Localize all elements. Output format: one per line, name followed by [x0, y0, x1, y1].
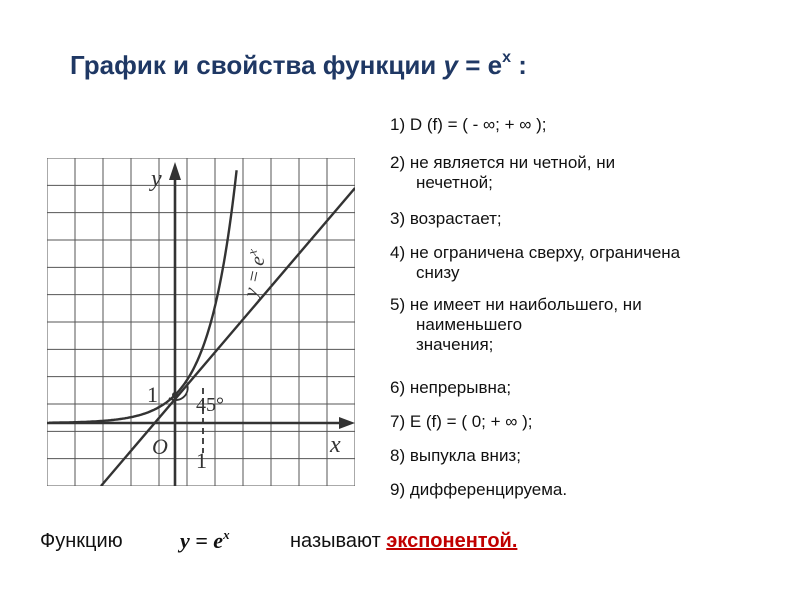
footer-lead: Функцию	[40, 530, 123, 552]
property-line-continued: значения;	[416, 335, 494, 354]
title-prefix: График и свойства функции	[70, 50, 444, 80]
property-line: 8) выпукла вниз;	[390, 446, 521, 465]
title-eq: = e	[457, 50, 503, 80]
property-line: 7) E (f) = ( 0; + ∞ );	[390, 412, 533, 431]
property-item	[390, 153, 615, 193]
title-suffix: :	[510, 50, 527, 80]
property-line: 4) не ограничена сверху, ограничена	[390, 243, 681, 262]
property-item	[390, 480, 567, 500]
point-0-1	[172, 392, 178, 398]
exponent-graph	[47, 158, 355, 486]
exponent-curve	[49, 170, 237, 422]
footer-middle: называют	[290, 530, 381, 552]
property-item	[390, 243, 680, 283]
property-line-continued: снизу	[416, 263, 460, 282]
property-item	[390, 412, 532, 432]
slide-title	[70, 50, 527, 81]
property-line-continued: наименьшего	[416, 315, 523, 334]
axis-x-label: x	[330, 432, 341, 458]
title-exp: x	[502, 49, 511, 66]
property-item	[390, 446, 521, 466]
property-line: 5) не имеет ни наибольшего, ни	[390, 295, 642, 314]
property-line: 9) дифференцируема.	[390, 480, 568, 499]
property-item	[390, 209, 502, 229]
property-line-continued: нечетной;	[416, 173, 493, 192]
y-axis-arrow	[169, 162, 181, 180]
property-line: 3) возрастает;	[390, 209, 502, 228]
axis-y-label: y	[151, 166, 162, 192]
angle-label: 45°	[196, 394, 224, 416]
property-line: 6) непрерывна;	[390, 378, 512, 397]
tick-y-label: 1	[147, 382, 158, 407]
property-line: 1) D (f) = ( - ∞; + ∞ );	[390, 115, 547, 134]
curve-label: $y = e^x$	[239, 247, 270, 300]
title-var-y: y	[443, 50, 458, 80]
grid	[47, 158, 355, 486]
property-item	[390, 378, 511, 398]
footer-formula: $y = e^x$	[180, 527, 230, 553]
property-item	[390, 115, 546, 135]
property-line: 2) не является ни четной, ни	[390, 153, 616, 172]
x-axis-arrow	[339, 417, 355, 429]
footer-term: экспонентой.	[386, 530, 518, 552]
tick-x-label: 1	[196, 448, 207, 473]
property-item	[390, 295, 642, 355]
footer-text	[290, 530, 517, 553]
origin-label: O	[152, 434, 168, 459]
